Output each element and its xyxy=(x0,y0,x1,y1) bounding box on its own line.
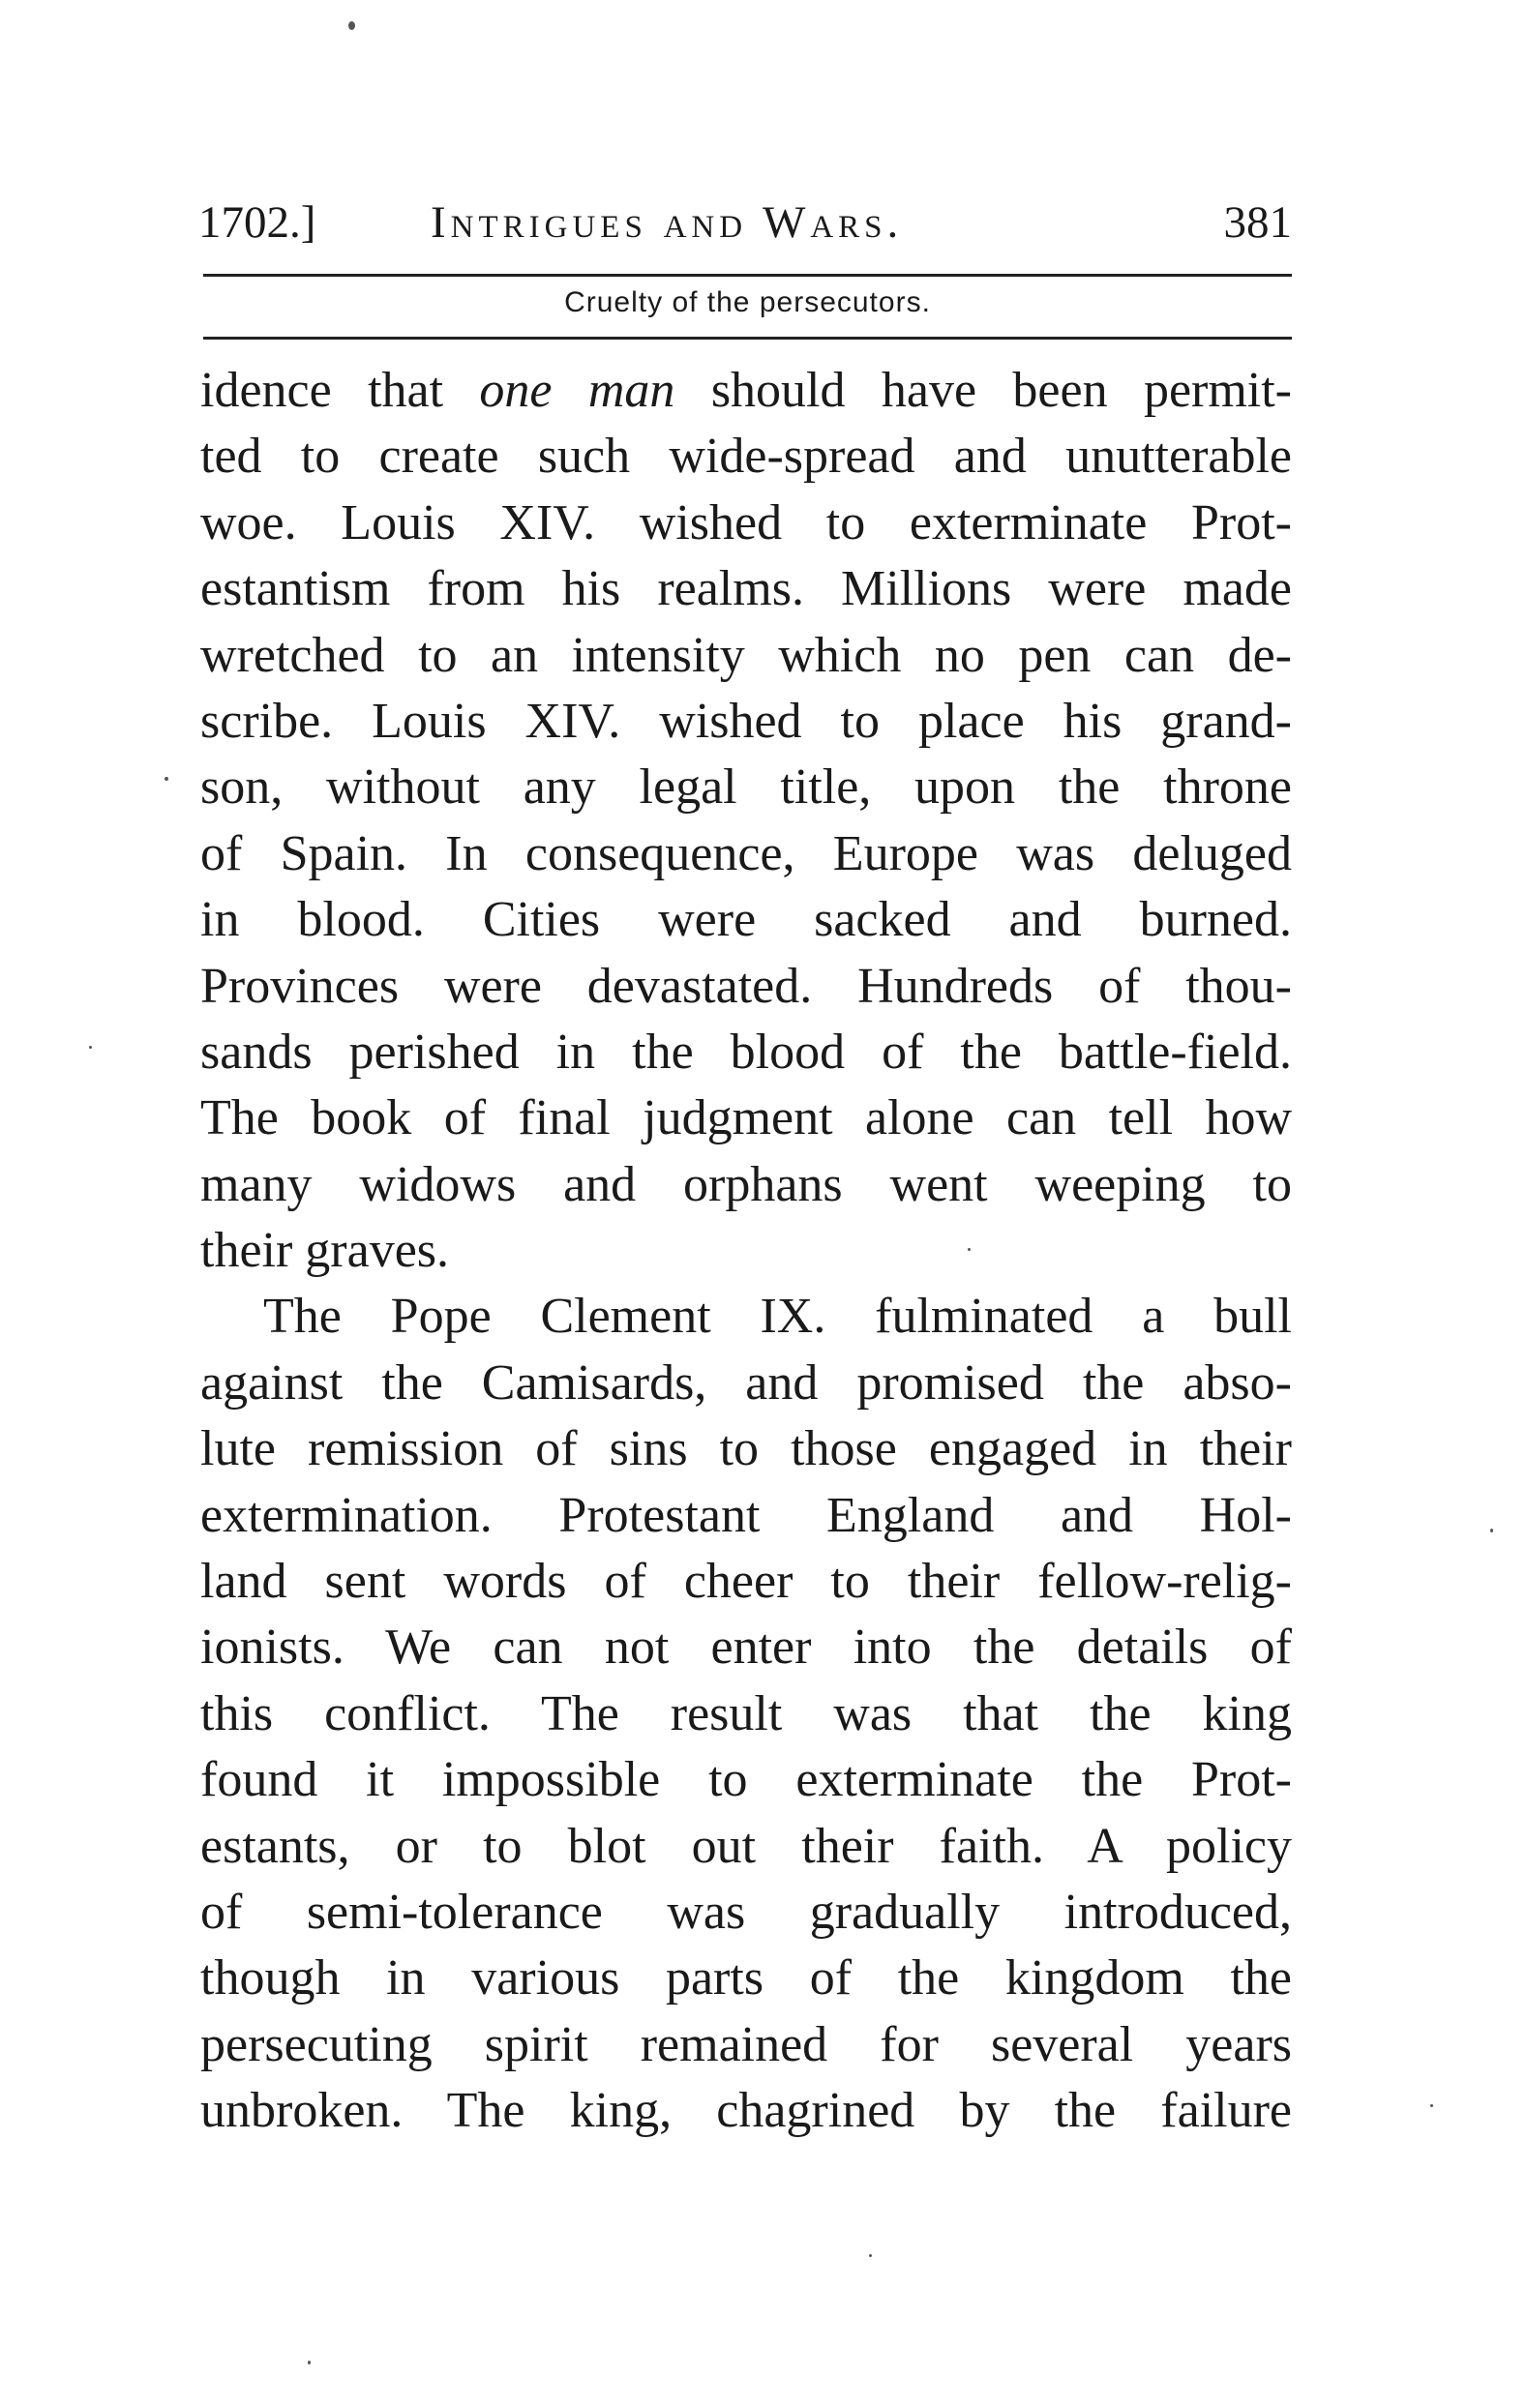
paragraph-1-line: many widows and orphans went weeping to xyxy=(200,1156,1292,1212)
paper-speck xyxy=(1490,1529,1493,1532)
running-head xyxy=(198,189,1292,256)
header-rule-top xyxy=(203,274,1292,277)
paragraph-1-line: their graves. xyxy=(200,1223,450,1279)
paragraph-1-line: scribe. Louis XIV. wished to place his grand- xyxy=(200,693,1292,749)
paragraph-2-line: The Pope Clement IX. fulminated a bull xyxy=(263,1289,1292,1345)
paper-speck xyxy=(968,1248,971,1251)
paragraph-1-line: Provinces were devastated. Hundreds of thou- xyxy=(200,958,1292,1014)
paper-speck xyxy=(308,2361,311,2364)
paragraph-2-line: persecuting spirit remained for several years xyxy=(200,2016,1292,2072)
paper-speck xyxy=(869,2254,872,2257)
paragraph-2-line: of semi-tolerance was gradually introduced, xyxy=(200,1884,1292,1940)
paragraph-2-line: found it impossible to exterminate the Prot- xyxy=(200,1752,1292,1808)
paragraph-2-line: this conflict. The result was that the king xyxy=(200,1685,1292,1741)
paragraph-2-line: extermination. Protestant England and Hol- xyxy=(200,1487,1292,1543)
emphasis-text: one man xyxy=(479,363,675,418)
paragraph-2-line: ionists. We can not enter into the details of xyxy=(200,1620,1292,1676)
paper-speck xyxy=(89,1046,92,1049)
paragraph-1-line: The book of final judgment alone can tell how xyxy=(200,1090,1292,1146)
paragraph-1-line: of Spain. In consequence, Europe was deluged xyxy=(200,825,1292,881)
header-title: Intrigues and Wars. xyxy=(431,197,904,248)
page-number: 381 xyxy=(1223,197,1292,248)
paragraph-1-line: son, without any legal title, upon the throne xyxy=(200,759,1292,816)
paragraph-1-line: estantism from his realms. Millions were made xyxy=(200,561,1292,617)
paper-speck xyxy=(348,21,355,30)
paragraph-2-line: unbroken. The king, chagrined by the failure xyxy=(200,2083,1292,2139)
section-subtitle: Cruelty of the persecutors. xyxy=(564,286,931,318)
paragraph-1-line: in blood. Cities were sacked and burned. xyxy=(200,892,1292,948)
paragraph-2-line: against the Camisards, and promised the abso- xyxy=(200,1354,1292,1411)
paragraph-1-line: idence that one man should have been permit- xyxy=(200,363,1292,418)
paper-speck xyxy=(165,777,168,781)
header-date: 1702.] xyxy=(198,197,316,248)
paragraph-1-line: woe. Louis XIV. wished to exterminate Prot- xyxy=(200,494,1292,550)
paragraph-2-line: though in various parts of the kingdom the xyxy=(200,1950,1292,2007)
paragraph-2-line: land sent words of cheer to their fellow-relig- xyxy=(200,1554,1292,1610)
paragraph-1-line: sands perished in the blood of the battle-field. xyxy=(200,1024,1292,1080)
paragraph-1-line: ted to create such wide-spread and unutterable xyxy=(200,429,1292,485)
header-rule-bottom xyxy=(203,337,1292,340)
paper-speck xyxy=(1430,2104,1433,2107)
paragraph-2-line: estants, or to blot out their faith. A policy xyxy=(200,1818,1292,1874)
paragraph-2-line: lute remission of sins to those engaged in their xyxy=(200,1421,1292,1477)
paragraph-1-line: wretched to an intensity which no pen can de- xyxy=(200,627,1292,683)
body-text xyxy=(200,358,1292,2145)
